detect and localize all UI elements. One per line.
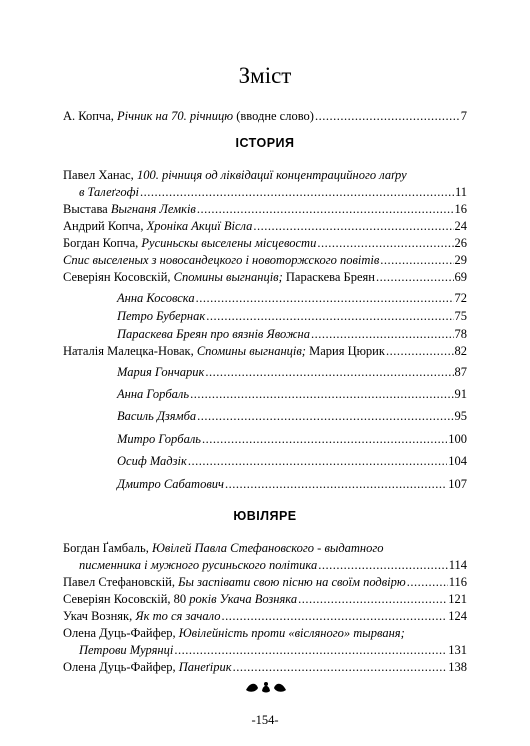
page-ref: 11 bbox=[454, 185, 467, 199]
dot-leader bbox=[174, 642, 447, 659]
dot-leader bbox=[206, 308, 453, 325]
dot-leader bbox=[386, 343, 454, 360]
page-ref: 16 bbox=[454, 202, 467, 216]
dot-leader bbox=[140, 184, 454, 201]
toc-entry[interactable]: Павел Стефановскій, Бы заспівати свою пісню на своїм подвірю ..... 116 bbox=[63, 574, 467, 591]
page-ref: 24 bbox=[454, 219, 467, 233]
dot-leader bbox=[317, 235, 453, 252]
page-ref: 26 bbox=[454, 236, 467, 250]
toc-entry[interactable]: Параскева Бреян про вязнів Явожна ..... 78 bbox=[117, 326, 467, 343]
page-ref: 95 bbox=[454, 409, 467, 423]
dot-leader bbox=[197, 201, 454, 218]
dot-leader bbox=[376, 269, 454, 286]
entry-text-line1: Богдан Ґамбаль, Ювілей Павла Стефановского - выдатного bbox=[63, 541, 384, 555]
section-heading-history: ІСТОРИЯ bbox=[235, 136, 295, 150]
section-heading-jubilees: ЮВІЛЯРЕ bbox=[233, 509, 297, 523]
dot-leader bbox=[318, 557, 448, 574]
dot-leader bbox=[407, 574, 448, 591]
page-ref: 87 bbox=[454, 365, 467, 379]
toc-entry[interactable]: Богдан Копча, Русиньскы выселены місцевости ..... 26 bbox=[63, 235, 467, 252]
toc-entry-intro[interactable] bbox=[63, 108, 467, 125]
page-ref: 91 bbox=[454, 387, 467, 401]
page-ref: 78 bbox=[454, 327, 467, 341]
dot-leader bbox=[196, 290, 454, 307]
dot-leader bbox=[225, 476, 447, 493]
page-ref: 138 bbox=[448, 660, 467, 674]
page-ref: 116 bbox=[448, 575, 467, 589]
toc-entry[interactable]: Северіян Косовскій, Спомины выгнанців; Параскева Бреян ..... 69 bbox=[63, 269, 467, 286]
dot-leader bbox=[197, 408, 453, 425]
dot-leader bbox=[202, 431, 447, 448]
toc-entry[interactable]: Василь Дзямба ..... 95 bbox=[117, 408, 467, 425]
toc-entry[interactable]: Митро Горбаль ..... 100 bbox=[117, 431, 467, 448]
page-ref: 114 bbox=[448, 558, 467, 572]
dot-leader bbox=[222, 608, 448, 625]
toc-entry[interactable]: Петро Бубернак ..... 75 bbox=[117, 308, 467, 325]
dot-leader bbox=[253, 218, 453, 235]
toc-entry[interactable]: Олена Дуць-Файфер, Панеґірик ..... 138 bbox=[63, 659, 467, 676]
page-ref: 7 bbox=[460, 109, 467, 123]
page-ref: 124 bbox=[448, 609, 467, 623]
page-ref: 82 bbox=[454, 344, 467, 358]
toc-entry[interactable]: писменника і мужного русиньского політика ..... 114 bbox=[79, 557, 467, 574]
toc-entry[interactable]: Выстава Выгнаня Лемків ..... 16 bbox=[63, 201, 467, 218]
page-ref: 121 bbox=[448, 592, 467, 606]
toc-entry[interactable]: Дмитро Сабатович ..... 107 bbox=[117, 476, 467, 493]
toc-entry[interactable]: Осиф Мадзік ..... 104 bbox=[117, 453, 467, 470]
page-ref: 69 bbox=[454, 270, 467, 284]
entry-text: А. Копча, Річник на 70. річницю (вводне слово) bbox=[63, 109, 314, 123]
toc-entry[interactable]: в Талеґгофі ..... 11 bbox=[79, 184, 467, 201]
page-ref: 107 bbox=[448, 477, 467, 491]
page-number: -154- bbox=[251, 713, 279, 727]
entry-text-line1: Олена Дуць-Файфер, Ювілейність проти «віслянoго» тырваня; bbox=[63, 626, 405, 640]
toc-entry[interactable]: Спис выселеных з новосандецкого і новоторжского повітів ..... 29 bbox=[63, 252, 467, 269]
floral-ornament-icon bbox=[244, 680, 288, 694]
toc-entry[interactable]: Укач Возняк, Як то ся зачало ..... 124 bbox=[63, 608, 467, 625]
page-ref: 29 bbox=[454, 253, 467, 267]
toc-entry[interactable]: Анна Горбаль ..... 91 bbox=[117, 386, 467, 403]
dot-leader bbox=[380, 252, 453, 269]
dot-leader bbox=[315, 108, 460, 125]
page-title: Зміст bbox=[238, 63, 292, 88]
entry-text-line1: Павел Ханас, 100. річниця од ліквідациї концентрацийного лаґру bbox=[63, 168, 407, 182]
page-ref: 72 bbox=[454, 291, 467, 305]
dot-leader bbox=[190, 386, 453, 403]
toc-entry[interactable]: Андрий Копча, Хроніка Акциї Вісла ..... 24 bbox=[63, 218, 467, 235]
dot-leader bbox=[205, 364, 453, 381]
dot-leader bbox=[311, 326, 454, 343]
page-ref: 104 bbox=[448, 454, 467, 468]
toc-entry[interactable]: Северіян Косовскій, 80 років Укача Возняка ..... 121 bbox=[63, 591, 467, 608]
page-ref: 75 bbox=[454, 309, 467, 323]
dot-leader bbox=[298, 591, 447, 608]
toc-entry[interactable]: Мария Гончарик ..... 87 bbox=[117, 364, 467, 381]
dot-leader bbox=[188, 453, 447, 470]
toc-entry[interactable]: Наталія Малецка-Новак, Спомины выгнанців; Мария Цюрик ..... 82 bbox=[63, 343, 467, 360]
page-ref: 100 bbox=[448, 432, 467, 446]
dot-leader bbox=[233, 659, 448, 676]
toc-entry[interactable]: Анна Косовска ..... 72 bbox=[117, 290, 467, 307]
page-ref: 131 bbox=[448, 643, 467, 657]
toc-entry[interactable]: Петрови Мурянці ..... 131 bbox=[79, 642, 467, 659]
